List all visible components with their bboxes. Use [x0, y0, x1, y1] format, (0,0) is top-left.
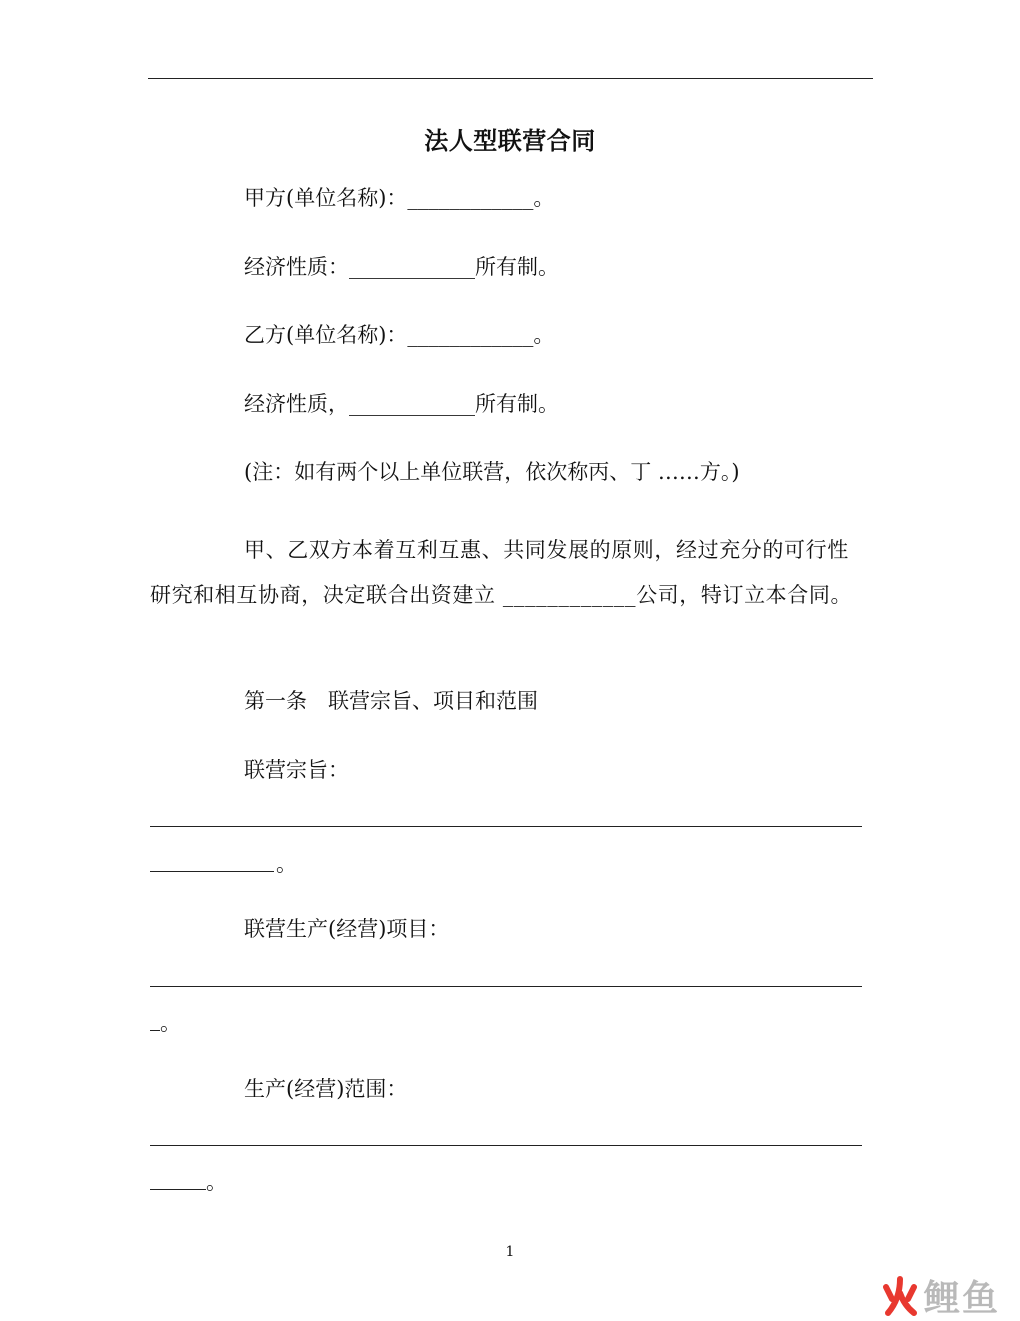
- party-a-name-field: 甲方(单位名称)：____________。: [244, 186, 555, 210]
- products-blank-tail: [150, 1030, 160, 1031]
- article-1-heading: 第一条 联营宗旨、项目和范围: [244, 689, 538, 713]
- watermark-logo: [878, 1270, 1000, 1320]
- header-rule: [148, 78, 873, 79]
- products-label: 联营生产(经营)项目：: [244, 917, 450, 941]
- fire-logo-graphic: [878, 1273, 922, 1317]
- page-number: 1: [505, 1244, 515, 1260]
- purpose-blank-line: [150, 826, 862, 827]
- party-b-nature-field: 经济性质，____________所有制。: [244, 392, 559, 416]
- document-title: 法人型联营合同: [424, 126, 596, 155]
- preamble-paragraph: 甲、乙双方本着互利互惠、共同发展的原则，经过充分的可行性研究和相互协商，决定联合出资建立 ____________公司，特订立本合同。: [150, 538, 853, 607]
- purpose-period: 。: [276, 852, 297, 876]
- products-period: 。: [160, 1011, 181, 1035]
- scope-period: 。: [206, 1170, 227, 1194]
- scope-blank-tail: [150, 1189, 206, 1190]
- products-blank-line: [150, 986, 862, 987]
- purpose-blank-tail: [150, 871, 274, 872]
- party-b-name-field: 乙方(单位名称)：____________。: [244, 323, 555, 347]
- multi-party-note: (注：如有两个以上单位联营，依次称丙、丁 ……方。): [244, 460, 740, 484]
- party-a-nature-field: 经济性质：____________所有制。: [244, 255, 559, 279]
- scope-blank-line: [150, 1145, 862, 1146]
- fire-logo-icon: [878, 1273, 922, 1317]
- scope-label: 生产(经营)范围：: [244, 1077, 408, 1101]
- fish-logo-icon: 鲤鱼: [923, 1277, 1000, 1319]
- purpose-label: 联营宗旨：: [244, 758, 349, 782]
